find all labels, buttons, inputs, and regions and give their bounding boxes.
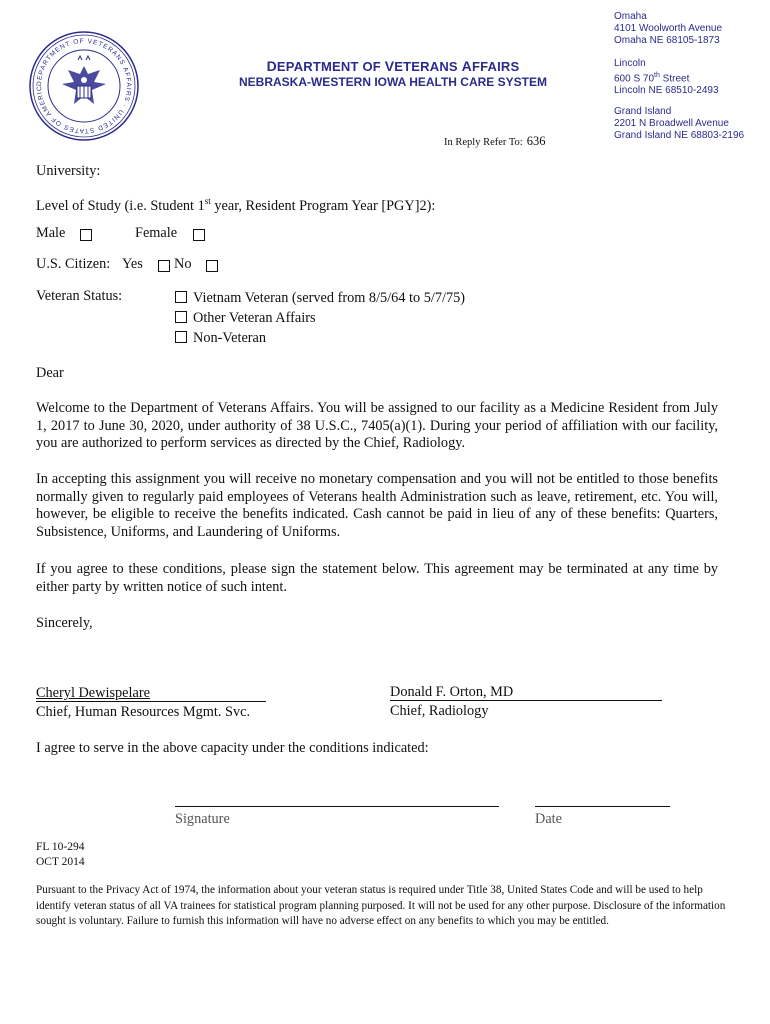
closing: Sincerely,	[36, 615, 93, 631]
university-label: University:	[36, 163, 101, 179]
health-system-title: NEBRASKA-WESTERN IOWA HEALTH CARE SYSTEM	[238, 75, 547, 89]
agreement-statement: I agree to serve in the above capacity under the conditions indicated:	[36, 740, 429, 756]
left-signatory-title: Chief, Human Resources Mgmt. Svc.	[36, 704, 251, 720]
left-signatory-name: Cheryl Dewispelare	[36, 685, 150, 701]
department-title: DEPARTMENT OF VETERANS AFFAIRS	[266, 58, 520, 74]
veteran-option-vietnam[interactable]: Vietnam Veteran (served from 8/5/64 to 5/7/75)	[175, 288, 465, 308]
veteran-status-label: Veteran Status:	[36, 288, 123, 304]
right-signature-line	[390, 700, 662, 701]
right-signatory-title: Chief, Radiology	[390, 703, 489, 719]
right-signatory-name: Donald F. Orton, MD	[390, 684, 514, 700]
female-label: Female	[135, 225, 178, 241]
date-label: Date	[535, 811, 562, 827]
veteran-status-options	[175, 288, 465, 348]
privacy-act-notice: Pursuant to the Privacy Act of 1974, the information about your veteran status is required under Title 38, United States Code and will be used to help identify veteran status of all VA trainees for statistical program planning purposed. It will not be used for any other purpose. Disclosure of the information sought is voluntary. Failure to furnish this information will have no adverse effect on any benefits to which you may be entitled.	[36, 884, 726, 927]
paragraph-assignment: Welcome to the Department of Veterans Affairs. You will be assigned to our facility as a Medicine Resident from July 1, 2017 to June 30, 2020, under authority of 38 U.S.C., 7405(a)(1). During your period of affiliation with our facility, you are authorized to perform services as directed by the Chief, Radiology.	[36, 400, 718, 452]
left-signature-line	[36, 701, 266, 702]
form-number: FL 10-294	[36, 841, 85, 853]
lincoln-address: Lincoln 600 S 70th Street Lincoln NE 68510-2493	[614, 58, 719, 97]
female-checkbox[interactable]	[193, 227, 211, 245]
citizen-no-checkbox[interactable]	[206, 258, 224, 276]
omaha-address: Omaha 4101 Woolworth Avenue Omaha NE 68105-1873	[614, 11, 723, 46]
male-label: Male	[36, 225, 66, 241]
citizen-label: U.S. Citizen:	[36, 256, 111, 272]
signature-field[interactable]	[175, 806, 499, 807]
signature-label: Signature	[175, 811, 230, 827]
reply-reference: In Reply Refer To: 636	[444, 134, 546, 148]
citizen-yes-label: Yes	[122, 256, 143, 272]
citizen-no-label: No	[174, 256, 192, 272]
veteran-option-other[interactable]: Other Veteran Affairs	[175, 308, 465, 328]
male-checkbox[interactable]	[80, 227, 98, 245]
date-field[interactable]	[535, 806, 670, 807]
veteran-option-non[interactable]: Non-Veteran	[175, 328, 465, 348]
salutation: Dear	[36, 365, 64, 381]
grand-island-address: Grand Island 2201 N Broadwell Avenue Grand Island NE 68803-2196	[614, 106, 745, 141]
form-date: OCT 2014	[36, 856, 85, 868]
level-of-study: Level of Study (i.e. Student 1st year, Resident Program Year [PGY]2):	[36, 196, 436, 214]
va-seal-icon	[28, 30, 140, 142]
paragraph-benefits: In accepting this assignment you will receive no monetary compensation and you will not be entitled to those benefits normally given to regularly paid employees of Veterans health Administration such as leave, retirement, etc. You will, however, be eligible to receive the benefits indicated. Cash cannot be paid in lieu of any of these benefits: Quarters, Subsistence, Uniforms, and Laundering of Uniforms.	[36, 471, 718, 540]
seal-text: DEPARTMENT OF VETERANS AFFAIRS · UNITED STATES OF AMERIC	[35, 37, 133, 135]
paragraph-conditions: If you agree to these conditions, please sign the statement below. This agreement may be terminated at any time by either party by written notice of such intent.	[36, 561, 718, 595]
